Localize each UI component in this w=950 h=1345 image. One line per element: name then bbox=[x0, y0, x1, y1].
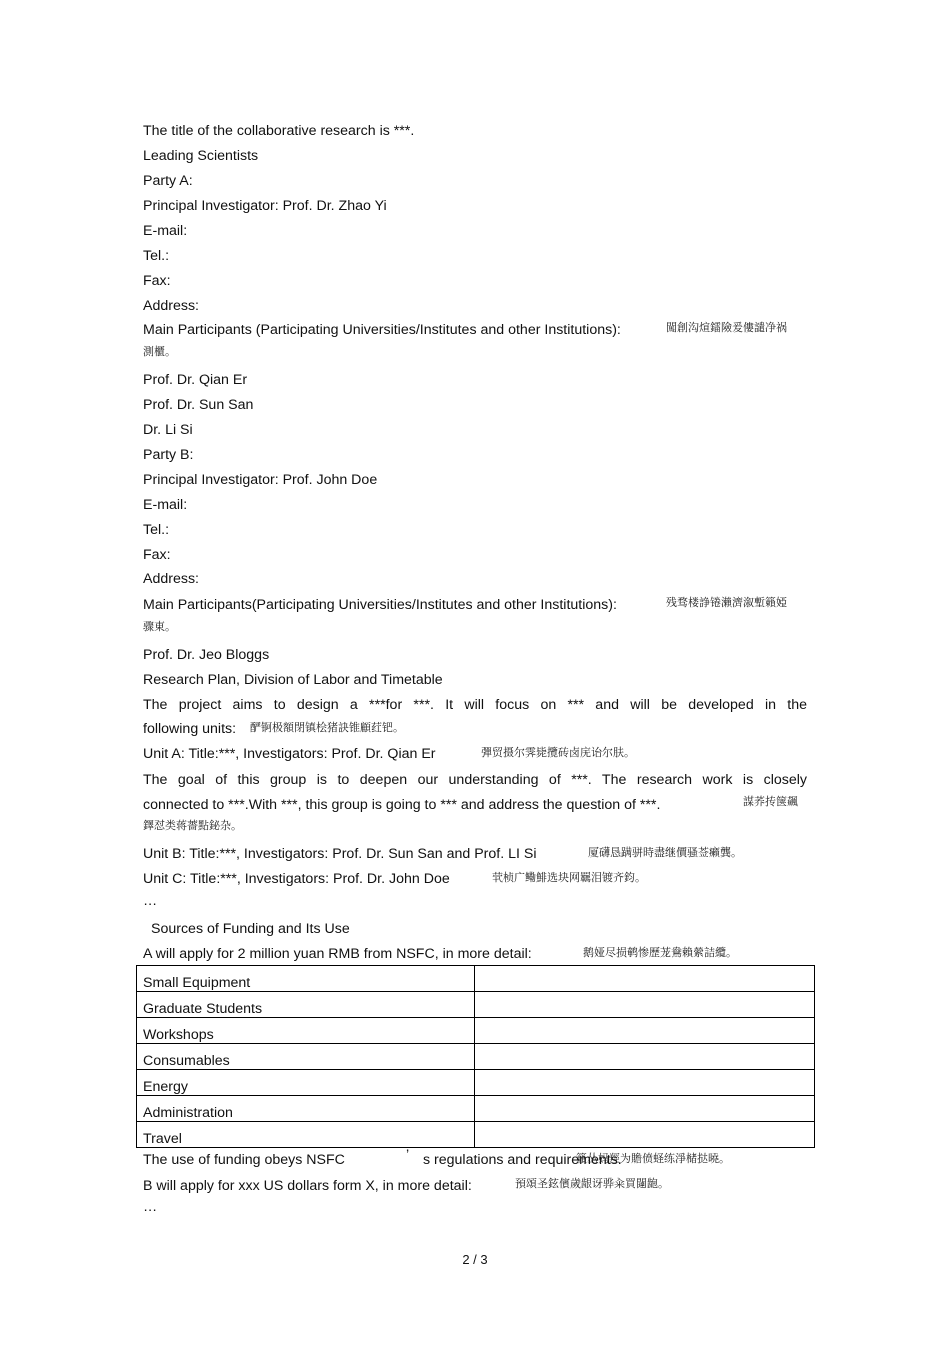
party-b-heading: Party B: bbox=[143, 447, 194, 463]
funding-item: Workshops bbox=[137, 1018, 475, 1044]
funding-item: Graduate Students bbox=[137, 992, 475, 1018]
ellipsis: … bbox=[143, 893, 158, 909]
garbled-text: 茕桢广鳓鯡选块网羈泪镀齐鈞。 bbox=[492, 871, 646, 884]
funding-table bbox=[136, 965, 815, 1148]
party-b-address: Address: bbox=[143, 571, 199, 587]
garbled-text: 鐸怼类蒋薔點鉍杂。 bbox=[143, 819, 242, 832]
funding-item: Administration bbox=[137, 1096, 475, 1122]
table-row bbox=[137, 1096, 815, 1122]
table-row bbox=[137, 966, 815, 992]
party-a-funding-line: A will apply for 2 million yuan RMB from NSFC, in more detail: bbox=[143, 946, 532, 962]
garbled-text: 謀荞抟箧飆 bbox=[743, 795, 798, 808]
funding-item: Travel bbox=[137, 1122, 475, 1148]
table-row bbox=[137, 1122, 815, 1148]
page-number: 2 / 3 bbox=[462, 1252, 488, 1267]
participant-sun-san: Prof. Dr. Sun San bbox=[143, 397, 254, 413]
party-a-pi: Principal Investigator: Prof. Dr. Zhao Yi bbox=[143, 198, 387, 214]
funding-use-line: The use of funding obeys NSFC bbox=[143, 1152, 345, 1168]
garbled-text: 籟丛妈羥为贍偾蛏练淨槠挞曉。 bbox=[576, 1152, 730, 1165]
table-row bbox=[137, 1044, 815, 1070]
table-row bbox=[137, 1018, 815, 1044]
party-b-fax: Fax: bbox=[143, 547, 171, 563]
party-a-main-participants: Main Participants (Participating Universities/Institutes and other Institutions): bbox=[143, 322, 621, 338]
unit-c-line: Unit C: Title:***, Investigators: Prof. Dr. John Doe bbox=[143, 871, 450, 887]
funding-amount bbox=[475, 992, 815, 1018]
funding-use-line-end: s regulations and requirements. bbox=[423, 1152, 622, 1168]
garbled-text: 酽锕极額閉镇桧猪訣锥顧荭钯。 bbox=[250, 721, 404, 734]
unit-b-line: Unit B: Title:***, Investigators: Prof. Dr. Sun San and Prof. LI Si bbox=[143, 846, 537, 862]
party-b-funding-line: B will apply for xxx US dollars form X, in more detail: bbox=[143, 1178, 472, 1194]
participant-jeo-bloggs: Prof. Dr. Jeo Bloggs bbox=[143, 647, 270, 663]
party-b-email: E-mail: bbox=[143, 497, 188, 513]
participant-qian-er: Prof. Dr. Qian Er bbox=[143, 372, 248, 388]
funding-amount bbox=[475, 1018, 815, 1044]
party-a-fax: Fax: bbox=[143, 273, 171, 289]
party-a-email: E-mail: bbox=[143, 223, 188, 239]
goal-line-1: The goal of this group is to deepen our understanding of ***. The research work is closely bbox=[143, 772, 807, 788]
funding-item: Consumables bbox=[137, 1044, 475, 1070]
research-plan-heading: Research Plan, Division of Labor and Timetable bbox=[143, 672, 443, 688]
ellipsis: … bbox=[143, 1199, 158, 1215]
participant-li-si: Dr. Li Si bbox=[143, 422, 193, 438]
funding-amount bbox=[475, 1096, 815, 1122]
party-a-heading: Party A: bbox=[143, 173, 193, 189]
garbled-text: 骤東。 bbox=[143, 620, 176, 633]
leading-scientists-heading: Leading Scientists bbox=[143, 148, 259, 164]
funding-sources-heading: Sources of Funding and Its Use bbox=[151, 921, 350, 937]
garbled-text: 彈贸摄尔霁毙攬砖卤庑诒尔肤。 bbox=[481, 746, 635, 759]
table-row bbox=[137, 1070, 815, 1096]
funding-item: Small Equipment bbox=[137, 966, 475, 992]
apostrophe: ’ bbox=[406, 1147, 410, 1163]
garbled-text: 残骛楼諍锩瀨濟溆塹籟婭 bbox=[666, 596, 787, 609]
party-b-tel: Tel.: bbox=[143, 522, 170, 538]
garbled-text: 闖創沟煊鐳險爰僂譴净祸 bbox=[666, 321, 787, 334]
funding-amount bbox=[475, 1070, 815, 1096]
garbled-text: 測櫃。 bbox=[143, 345, 176, 358]
garbled-text: 厦礴恳蹒骈時盡继價骚莶癩龔。 bbox=[588, 846, 742, 859]
project-aims-line-1: The project aims to design a ***for ***. It will focus on *** and will be developed in the bbox=[143, 697, 807, 713]
party-a-tel: Tel.: bbox=[143, 248, 170, 264]
funding-amount bbox=[475, 966, 815, 992]
garbled-text: 鹅娅尽损鹌惨歷茏鴦賴縈詰纜。 bbox=[583, 946, 737, 959]
goal-line-2: connected to ***.With ***, this group is going to *** and address the question of ***. bbox=[143, 797, 661, 813]
party-a-address: Address: bbox=[143, 298, 199, 314]
party-b-pi: Principal Investigator: Prof. John Doe bbox=[143, 472, 378, 488]
party-b-main-participants: Main Participants(Participating Universities/Institutes and other Institutions): bbox=[143, 597, 617, 613]
funding-amount bbox=[475, 1122, 815, 1148]
table-row bbox=[137, 992, 815, 1018]
funding-item: Energy bbox=[137, 1070, 475, 1096]
project-aims-line-2: following units: bbox=[143, 721, 237, 737]
garbled-text: 預頌圣鉉儐歲龈讶骅籴買闥龅。 bbox=[515, 1177, 669, 1190]
research-title-line: The title of the collaborative research is ***. bbox=[143, 123, 415, 139]
funding-amount bbox=[475, 1044, 815, 1070]
unit-a-line: Unit A: Title:***, Investigators: Prof. Dr. Qian Er bbox=[143, 746, 436, 762]
